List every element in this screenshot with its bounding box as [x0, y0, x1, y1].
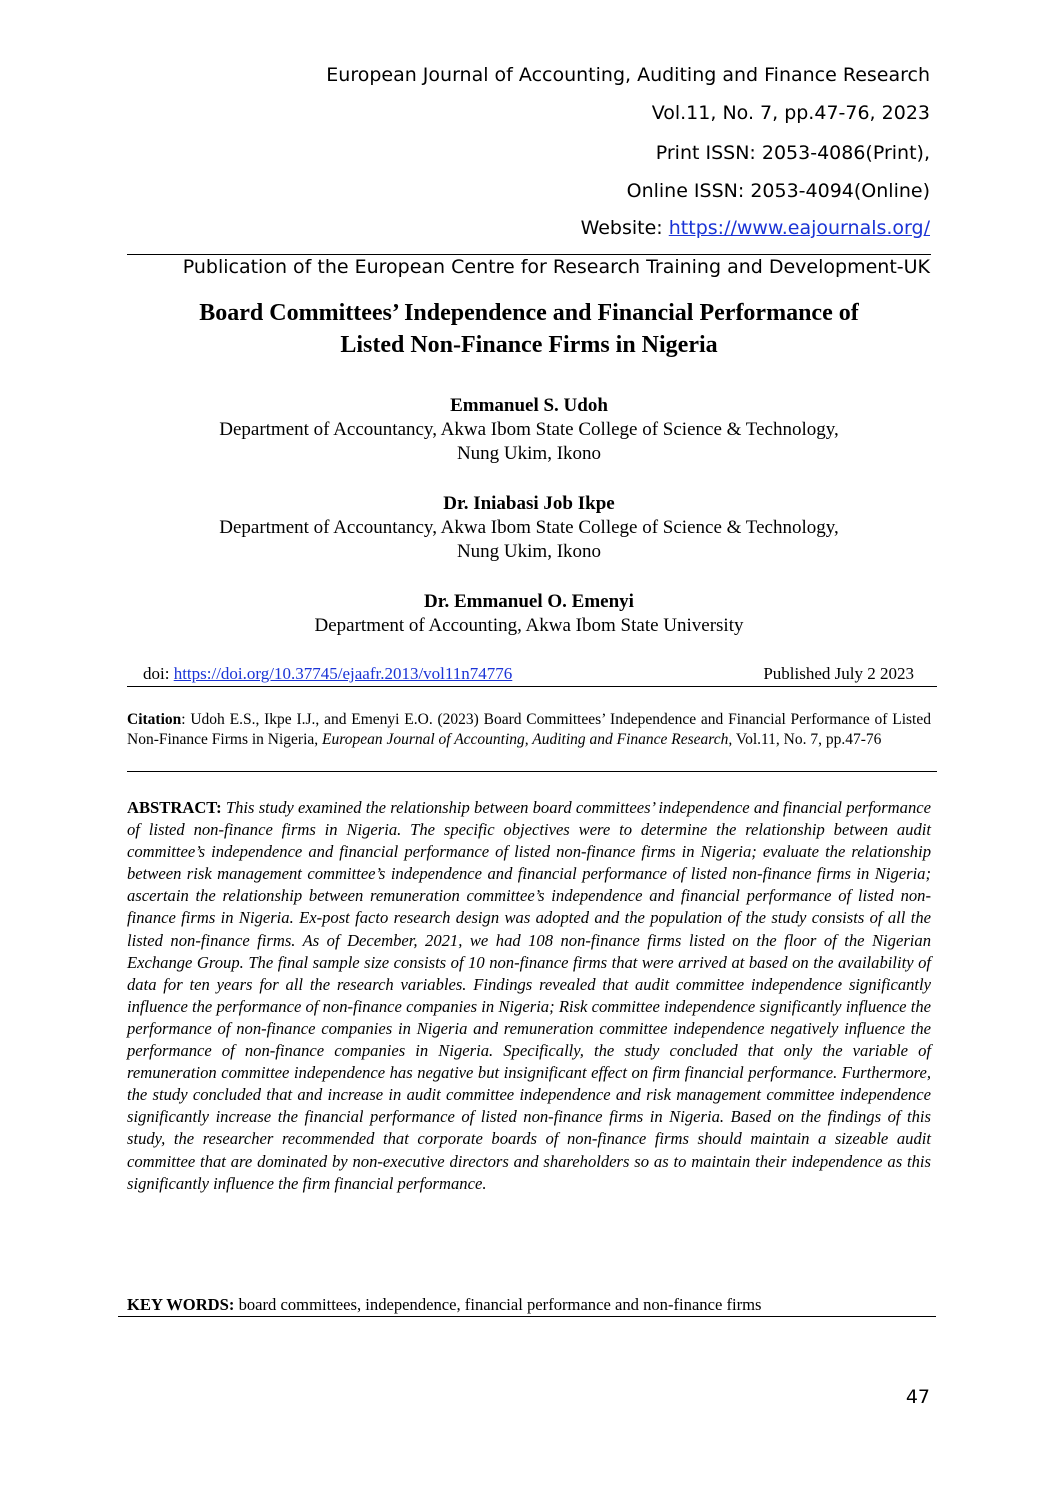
journal-name: European Journal of Accounting, Auditing and Finance Research: [326, 64, 930, 86]
author-affiliation: Department of Accounting, Akwa Ibom State University: [314, 615, 744, 636]
author-block-1: [100, 394, 958, 466]
doi-divider: [127, 686, 937, 687]
published-date: Published July 2 2023: [763, 664, 914, 683]
citation-label: Citation: [127, 711, 182, 728]
citation-journal: European Journal of Accounting, Auditing and Finance Research,: [322, 731, 733, 748]
author-name: Dr. Iniabasi Job Ikpe: [443, 493, 615, 514]
keywords-text: board committees, independence, financial performance and non-finance firms: [234, 1295, 762, 1314]
author-name: Dr. Emmanuel O. Emenyi: [424, 591, 634, 612]
title-line-2: Listed Non-Finance Firms in Nigeria: [340, 332, 718, 358]
author-block-3: [100, 590, 958, 638]
volume-info: Vol.11, No. 7, pp.47-76, 2023: [651, 102, 930, 124]
doi-link[interactable]: https://doi.org/10.37745/ejaafr.2013/vol11n74776: [173, 664, 513, 683]
title-line-1: Board Committees’ Independence and Financial Performance of: [199, 300, 859, 326]
abstract-label: ABSTRACT:: [127, 798, 222, 817]
doi-line: [143, 664, 512, 684]
page-number: 47: [905, 1386, 930, 1408]
website-line: [581, 217, 930, 239]
abstract: [127, 797, 931, 1195]
author-affiliation-location: Nung Ukim, Ikono: [456, 541, 602, 562]
online-issn: Online ISSN: 2053-4094(Online): [626, 180, 930, 202]
website-label: Website:: [580, 217, 669, 239]
author-affiliation: Department of Accountancy, Akwa Ibom State College of Science & Technology,: [219, 419, 839, 440]
author-affiliation: Department of Accountancy, Akwa Ibom State College of Science & Technology,: [219, 517, 839, 538]
keywords-divider: [118, 1316, 936, 1317]
publisher-line: Publication of the European Centre for Research Training and Development-UK: [182, 256, 930, 278]
citation-divider: [127, 771, 937, 772]
abstract-text: This study examined the relationship between board committees’ independence and financial performance of listed non-finance firms in Nigeria. The specific objectives were to determine the relationship between audit committee’s independence and financial performance of listed non-finance firms in Nigeria; evaluate the relationship between risk management committee’s independence and financial performance of listed non-finance firms in Nigeria; ascertain the relationship between remuneration committee’s independence and financial performance of listed non-finance firms in Nigeria. Ex-post facto research design was adopted and the population of the study consists of all the listed non-finance firms. As of December, 2021, we had 108 non-finance firms listed on the floor of the Nigerian Exchange Group. The final sample size consists of 10 non-finance firms that were arrived at based on the availability of data for ten years for all the research variables. Findings revealed that audit committee independence significantly influence the performance of non-finance companies in Nigeria; Risk committee independence significantly influence the performance of non-finance companies in Nigeria and remuneration committee independence negatively influence the performance of non-finance companies in Nigeria. Specifically, the study concluded that only the variable of remuneration committee independence has negative but insignificant effect on firm financial performance. Furthermore, the study concluded that and increase in audit committee independence and risk management committee independence significantly increase the financial performance of listed non-finance firms in Nigeria. Based on the findings of this study, the researcher recommended that corporate boards of non-finance firms should maintain a sizeable audit committee that are dominated by non-executive directors and shareholders so as to maintain their independence as this significantly influence the firm financial performance.: [127, 798, 931, 1193]
citation: [127, 710, 931, 750]
citation-text: : Udoh E.S., Ikpe I.J., and Emenyi E.O. (2023) Board Committees’ Independence and Financial Performance of Listed Non-Finance Firms in Nigeria,: [127, 711, 931, 748]
author-block-2: [100, 492, 958, 564]
header-divider: [127, 254, 931, 255]
paper-title: [100, 297, 958, 361]
website-link[interactable]: https://www.eajournals.org/: [668, 217, 930, 239]
doi-label: doi:: [143, 664, 174, 683]
citation-volume: Vol.11, No. 7, pp.47-76: [732, 731, 882, 748]
print-issn: Print ISSN: 2053-4086(Print),: [655, 142, 930, 164]
keywords: [127, 1295, 762, 1315]
author-affiliation-location: Nung Ukim, Ikono: [456, 443, 602, 464]
author-name: Emmanuel S. Udoh: [450, 395, 608, 416]
keywords-label: KEY WORDS:: [127, 1295, 235, 1314]
